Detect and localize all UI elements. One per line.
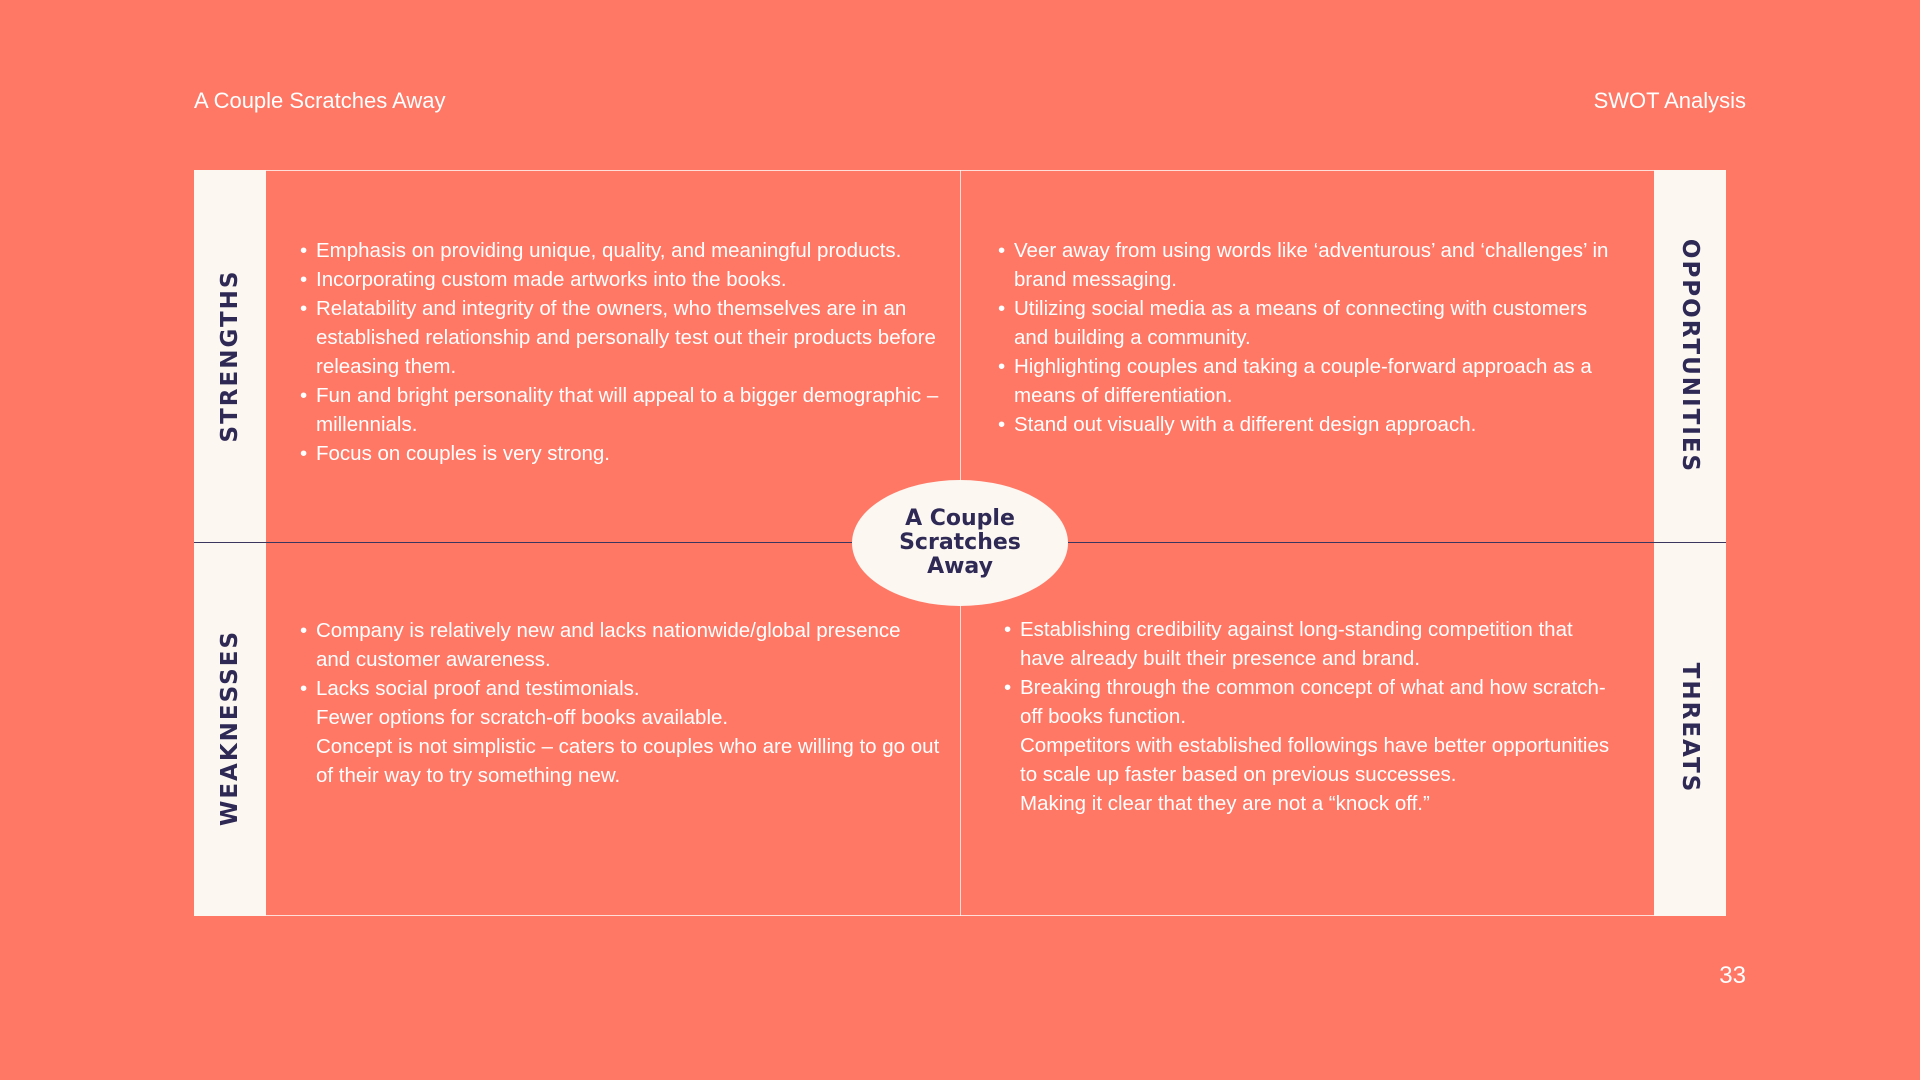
list-item: • Highlighting couples and taking a couple-forward approach as a means of differentiation. <box>998 352 1618 410</box>
list-item: • Lacks social proof and testimonials. <box>300 674 940 703</box>
list-item: • Veer away from using words like ‘adventurous’ and ‘challenges’ in brand messaging. <box>998 236 1618 294</box>
list-item: Competitors with established followings have better opportunities to scale up faster based on previous successes. <box>1020 734 1610 786</box>
list-item: • Stand out visually with a different design approach. <box>998 410 1618 439</box>
threats-label: THREATS <box>1677 662 1703 794</box>
list-item: • Breaking through the common concept of what and how scratch-off books function. <box>1004 673 1614 731</box>
page-number: 33 <box>1719 962 1746 989</box>
list-item: • Utilizing social media as a means of connecting with customers and building a community. <box>998 294 1618 352</box>
strengths-quadrant <box>300 236 940 468</box>
list-item: Fewer options for scratch-off books available. <box>316 706 729 729</box>
list-item: Concept is not simplistic – caters to couples who are willing to go out of their way to try something new. <box>316 735 940 787</box>
center-brand-badge <box>852 480 1068 606</box>
list-item: • Focus on couples is very strong. <box>300 439 940 468</box>
list-item: • Incorporating custom made artworks into the books. <box>300 265 940 294</box>
opportunities-label: OPPORTUNITIES <box>1677 238 1703 474</box>
threats-quadrant <box>1004 615 1614 818</box>
list-item: • Relatability and integrity of the owners, who themselves are in an established relationship and personally test out their products before releasing them. <box>300 294 940 381</box>
list-item: • Fun and bright personality that will appeal to a bigger demographic – millennials. <box>300 381 940 439</box>
swot-grid <box>194 170 1726 916</box>
list-item: Making it clear that they are not a “knock off.” <box>1020 792 1430 815</box>
document-title: A Couple Scratches Away <box>194 88 446 113</box>
list-item: • Emphasis on providing unique, quality, and meaningful products. <box>300 236 940 265</box>
weaknesses-label: WEAKNESSES <box>217 629 243 827</box>
section-title: SWOT Analysis <box>1593 88 1746 113</box>
center-brand-label: A Couple Scratches Away <box>899 506 1021 579</box>
list-item: • Company is relatively new and lacks nationwide/global presence and customer awareness. <box>300 616 940 674</box>
weaknesses-quadrant <box>300 616 940 790</box>
strengths-label: STRENGTHS <box>217 269 243 443</box>
list-item: • Establishing credibility against long-standing competition that have already built their presence and brand. <box>1004 615 1614 673</box>
opportunities-quadrant <box>998 236 1618 439</box>
